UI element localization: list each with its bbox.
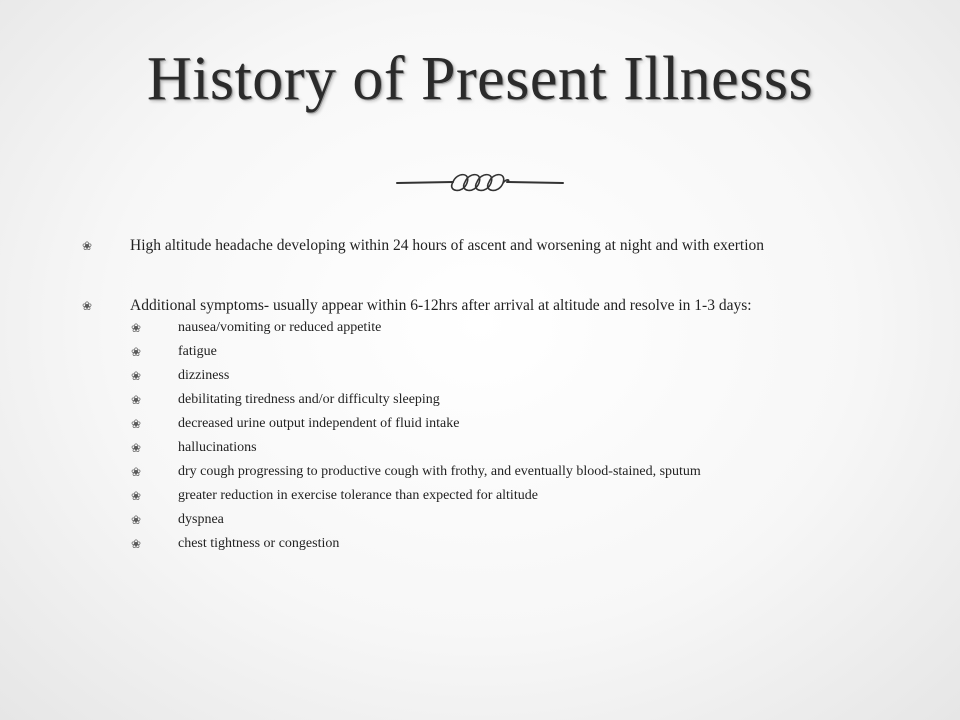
bullet-icon: ❀ xyxy=(131,513,141,527)
bullet-icon: ❀ xyxy=(131,489,141,503)
bullet-icon: ❀ xyxy=(131,465,141,479)
bullet-icon: ❀ xyxy=(131,345,141,359)
bullet-icon: ❀ xyxy=(131,441,141,455)
sub-item: greater reduction in exercise tolerance than expected for altitude xyxy=(178,488,538,503)
main-item-1: High altitude headache developing within 24 hours of ascent and worsening at night and with exertion xyxy=(130,237,765,254)
sub-item: dry cough progressing to productive cough with frothy, and eventually blood-stained, sputum xyxy=(178,464,701,479)
bullet-icon: ❀ xyxy=(82,239,92,253)
sub-item: nausea/vomiting or reduced appetite xyxy=(178,320,382,335)
sub-item: debilitating tiredness and/or difficulty sleeping xyxy=(178,392,440,407)
bullet-icon: ❀ xyxy=(131,417,141,431)
bullet-icon: ❀ xyxy=(131,369,141,383)
sub-item: fatigue xyxy=(178,344,217,359)
bullet-icon: ❀ xyxy=(131,537,141,551)
sub-item: dizziness xyxy=(178,368,230,383)
main-item-2: Additional symptoms- usually appear within 6-12hrs after arrival at altitude and resolve in 1-3 days: xyxy=(130,297,752,314)
sub-item: hallucinations xyxy=(178,440,257,455)
bullet-icon: ❀ xyxy=(131,393,141,407)
slide-title: History of Present Illnesss xyxy=(146,45,814,113)
sub-item: decreased urine output independent of fluid intake xyxy=(178,416,460,431)
sub-item: dyspnea xyxy=(178,512,224,527)
bullet-icon: ❀ xyxy=(82,299,92,313)
sub-item: chest tightness or congestion xyxy=(178,536,340,551)
flourish-divider-icon xyxy=(395,168,565,198)
bullet-icon: ❀ xyxy=(131,321,141,335)
